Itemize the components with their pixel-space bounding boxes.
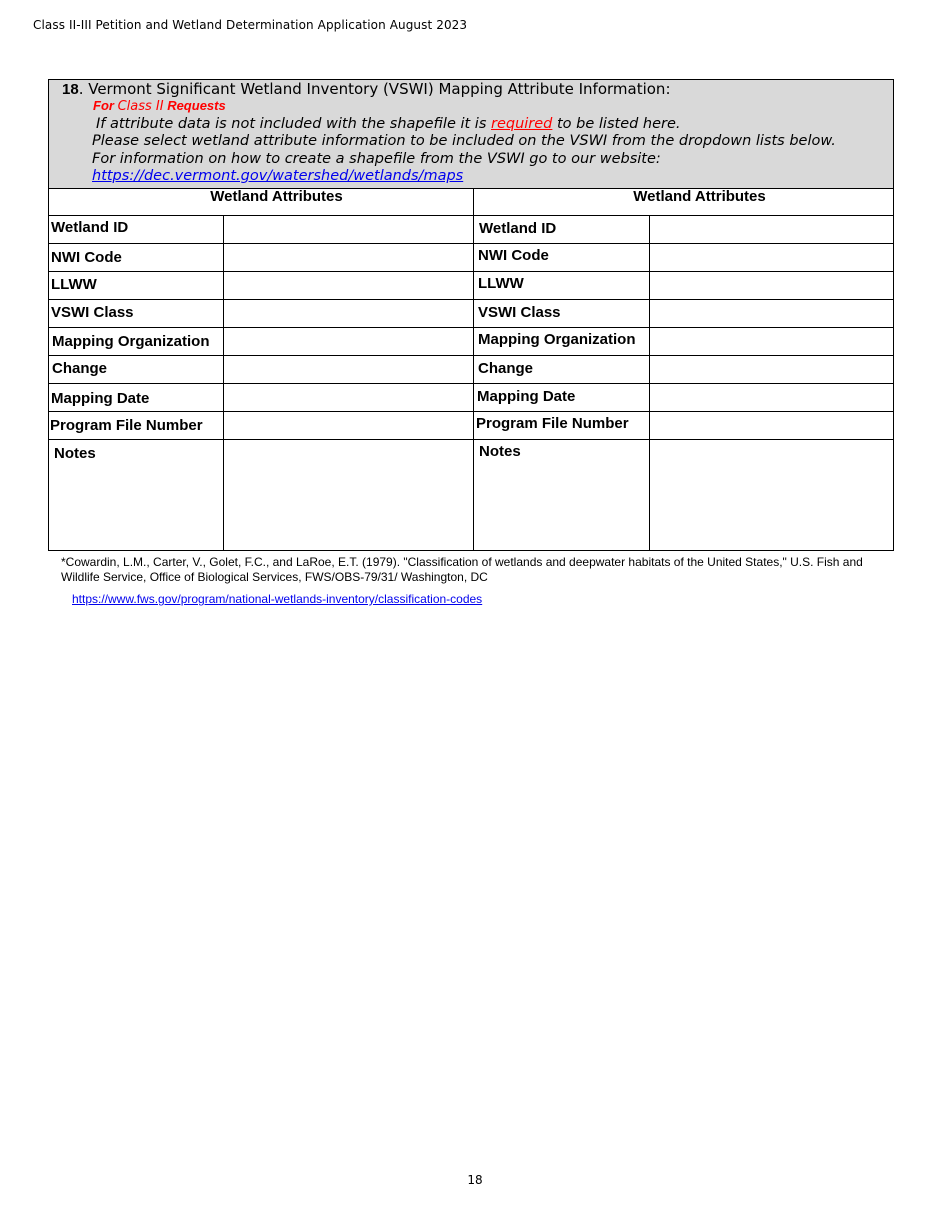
left-input-nwi-code[interactable] — [224, 244, 473, 271]
right-input-mapping-date[interactable] — [650, 384, 893, 411]
left-input-notes[interactable] — [224, 440, 473, 550]
left-label-notes: Notes — [54, 445, 96, 462]
page-number: 18 — [467, 1173, 483, 1187]
right-label-notes: Notes — [479, 443, 521, 460]
right-input-mapping-organization[interactable] — [650, 328, 893, 355]
instruction-line-2: Please select wetland attribute information to be included on the VSWI from the dropdown lists below. — [92, 133, 836, 149]
left-label-mapping-date: Mapping Date — [51, 390, 150, 407]
class-requirement-note: For Class II Requests — [93, 98, 226, 114]
right-input-wetland-id[interactable] — [650, 216, 893, 243]
instruction-line-1: If attribute data is not included with the shapefile it is required to be listed here. — [96, 116, 681, 132]
required-text: required — [490, 116, 553, 132]
left-label-nwi-code: NWI Code — [51, 249, 122, 266]
section-title-text: . Vermont Significant Wetland Inventory (VSWI) Mapping Attribute Information: — [78, 80, 671, 98]
left-input-vswi-class[interactable] — [224, 300, 473, 327]
right-label-nwi-code: NWI Code — [478, 247, 549, 264]
left-column-header: Wetland Attributes — [210, 188, 343, 205]
left-input-wetland-id[interactable] — [224, 216, 473, 243]
right-input-llww[interactable] — [650, 272, 893, 299]
right-label-wetland-id: Wetland ID — [479, 220, 557, 237]
right-label-program-file-number: Program File Number — [476, 415, 629, 432]
left-label-change: Change — [52, 360, 108, 377]
vswi-maps-link[interactable]: https://dec.vermont.gov/watershed/wetlands/maps — [92, 168, 464, 184]
left-label-mapping-organization: Mapping Organization — [52, 333, 210, 350]
class-label: Class II — [117, 99, 164, 114]
left-input-llww[interactable] — [224, 272, 473, 299]
nwi-classification-codes-link[interactable]: https://www.fws.gov/program/national-wetlands-inventory/classification-codes — [72, 592, 483, 606]
right-input-program-file-number[interactable] — [650, 412, 893, 439]
right-label-change: Change — [478, 360, 534, 377]
vswi-attribute-form — [48, 79, 894, 551]
right-label-vswi-class: VSWI Class — [478, 304, 561, 321]
right-input-vswi-class[interactable] — [650, 300, 893, 327]
section-header — [49, 80, 893, 189]
left-label-llww: LLWW — [51, 276, 97, 293]
left-label-vswi-class: VSWI Class — [51, 304, 134, 321]
cowardin-footnote: *Cowardin, L.M., Carter, V., Golet, F.C., and LaRoe, E.T. (1979). "Classification of wetlands and deepwater habitats of the United States," U.S. Fish and Wildlife Service, Office of Biological Services, FWS/OBS-79/31/ Washington, DC — [61, 555, 863, 584]
left-input-program-file-number[interactable] — [224, 412, 473, 439]
left-input-change[interactable] — [224, 356, 473, 383]
left-input-mapping-date[interactable] — [224, 384, 473, 411]
section-number: 18 — [62, 81, 79, 98]
right-label-mapping-organization: Mapping Organization — [478, 331, 636, 348]
right-label-mapping-date: Mapping Date — [477, 388, 576, 405]
section-title — [62, 80, 671, 99]
right-label-llww: LLWW — [478, 275, 524, 292]
left-label-program-file-number: Program File Number — [50, 417, 203, 434]
right-input-notes[interactable] — [650, 440, 893, 550]
right-input-change[interactable] — [650, 356, 893, 383]
left-label-wetland-id: Wetland ID — [51, 219, 129, 236]
document-header: Class II-III Petition and Wetland Determination Application August 2023 — [33, 18, 468, 32]
left-input-mapping-organization[interactable] — [224, 328, 473, 355]
right-column-header: Wetland Attributes — [633, 188, 766, 205]
right-input-nwi-code[interactable] — [650, 244, 893, 271]
instruction-line-3: For information on how to create a shapefile from the VSWI go to our website: — [92, 151, 661, 167]
